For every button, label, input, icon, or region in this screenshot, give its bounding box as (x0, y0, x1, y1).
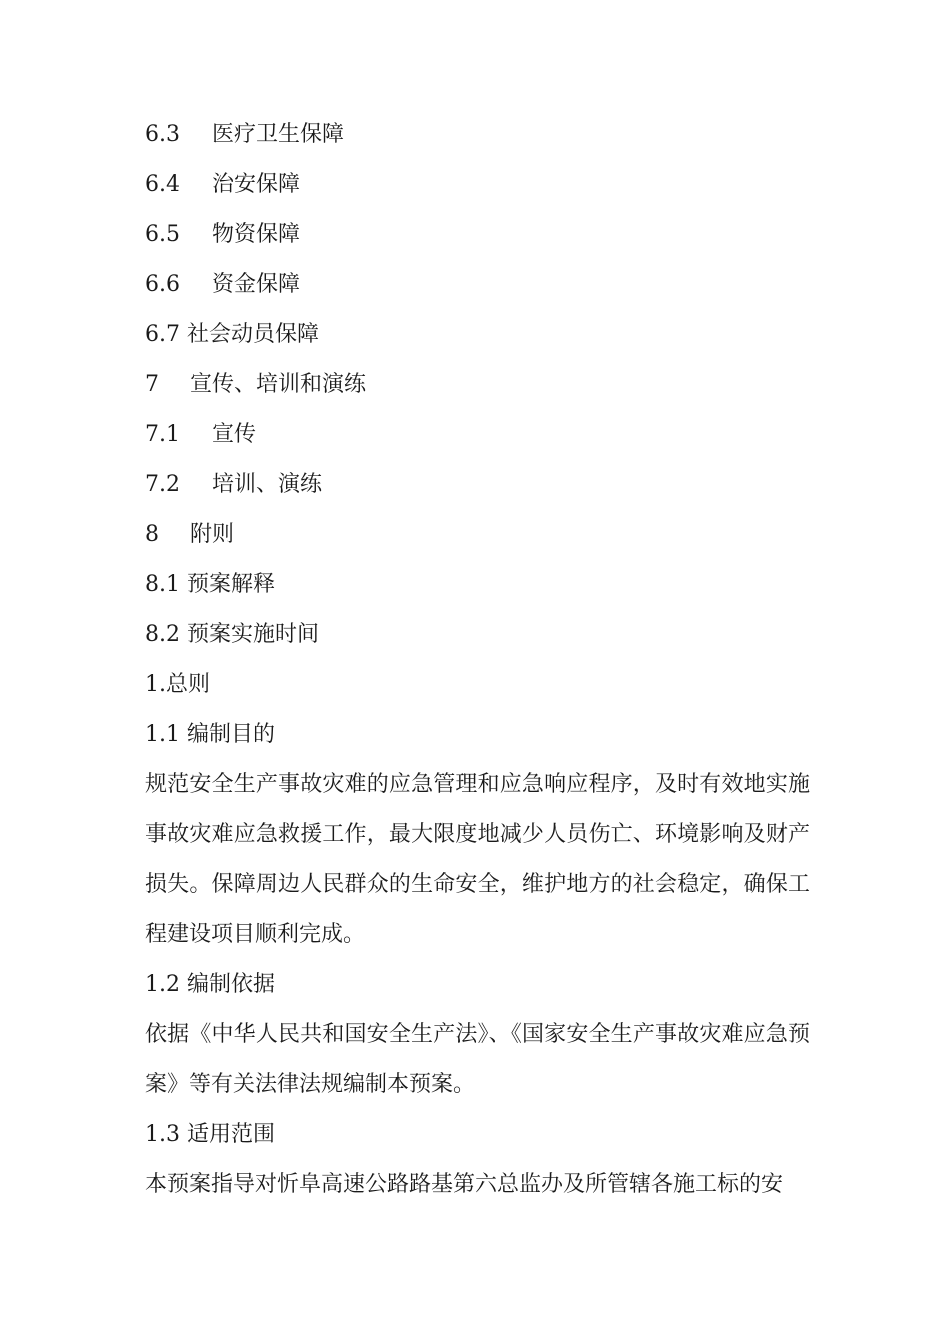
toc-number: 7.1 (145, 422, 180, 447)
section-heading-1: 1.总则 (145, 672, 210, 697)
section-heading-1-3: 1.3 适用范围 (145, 1122, 275, 1147)
toc-entry-7-2 (145, 460, 810, 510)
section-heading-1-2: 1.2 编制依据 (145, 972, 275, 997)
toc-entry-8 (145, 510, 810, 560)
toc-entry-8-2: 8.2 预案实施时间 (145, 622, 319, 647)
paragraph-1-1: 规范安全生产事故灾难的应急管理和应急响应程序，及时有效地实施事故灾难应急救援工作，最大限度地减少人员伤亡、环境影响及财产损失。保障周边人民群众的生命安全，维护地方的社会稳定，确保工程建设项目顺利完成。 (145, 772, 810, 947)
section-heading-1-1: 1.1 编制目的 (145, 722, 275, 747)
toc-title: 附则 (190, 522, 235, 547)
toc-entry-6-5 (145, 210, 810, 260)
toc-entry-6-6 (145, 260, 810, 310)
document-body (145, 110, 810, 1210)
toc-title: 资金保障 (212, 272, 301, 297)
paragraph-1-3: 本预案指导对忻阜高速公路路基第六总监办及所管辖各施工标的安 (145, 1172, 784, 1197)
toc-number: 6.5 (145, 222, 180, 247)
toc-number: 6.3 (145, 122, 180, 147)
toc-number: 8 (145, 522, 159, 547)
toc-entry-6-3 (145, 110, 810, 160)
toc-number: 7.2 (145, 472, 180, 497)
toc-entry-7-1 (145, 410, 810, 460)
toc-number: 6.6 (145, 272, 180, 297)
toc-title: 医疗卫生保障 (212, 122, 345, 147)
toc-entry-7 (145, 360, 810, 410)
toc-title: 宣传、培训和演练 (190, 372, 367, 397)
toc-title: 物资保障 (212, 222, 301, 247)
toc-title: 宣传 (212, 422, 257, 447)
paragraph-1-2: 依据《中华人民共和国安全生产法》、《国家安全生产事故灾难应急预案》等有关法律法规编制本预案。 (145, 1022, 810, 1097)
toc-entry-8-1: 8.1 预案解释 (145, 572, 275, 597)
toc-number: 7 (145, 372, 159, 397)
toc-title: 治安保障 (212, 172, 301, 197)
toc-number: 6.4 (145, 172, 180, 197)
toc-entry-6-7: 6.7 社会动员保障 (145, 322, 319, 347)
toc-entry-6-4 (145, 160, 810, 210)
toc-title: 培训、演练 (212, 472, 323, 497)
